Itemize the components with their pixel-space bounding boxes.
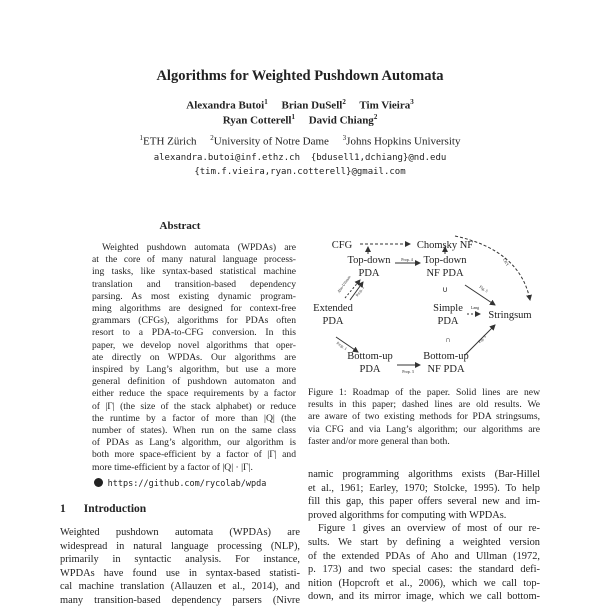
node-extended-pda: Extended [313,303,353,314]
text-line: p. 173) and two special cases: the standard defi- [308,564,540,576]
text-line: namic programming algorithms exists (Bar-Hillel [308,469,540,480]
text-line: either reduce the space requirements by a factor [92,388,296,400]
text-line: cal machine translation (Allauzen et al., 2014), and [60,581,300,593]
text-line: the runtime by a factor of more than |Q| (the [92,412,296,424]
text-line: resort to a PDA-to-CFG conversion. In this [92,327,296,339]
edge-label: Fig. 3 [476,333,488,345]
text-line: sults. We start by defining a weighted version [308,537,540,548]
section-title: Introduction [83,503,147,515]
affiliation: University of Notre Dame [213,135,329,148]
email-line: alexandra.butoi@inf.ethz.ch {bdusell1,dchiang}@nd.edu [153,153,447,163]
node-topdown-nf-pda: NF PDA [426,268,464,279]
text-line: nition (Hopcroft et al., 2006), which we call top- [308,577,540,589]
author-sup: 2 [373,113,378,121]
node-topdown-nf-pda: Top-down [423,255,467,266]
node-simple-pda: Simple [433,303,463,314]
node-stringsum: Stringsum [488,310,532,321]
text-line: Figure 1 gives an overview of most of our re- [318,523,540,535]
node-bottomup-nf-pda: Bottom-up [423,351,469,362]
author-sup: 3 [410,98,414,106]
edge-label: Prop. 1 [335,340,349,352]
email-line: {tim.f.vieira,ryan.cotterell}@gmail.com [194,167,406,177]
text-line: ing tasks, like syntax-based statistical machine [92,266,296,278]
author: Tim Vieira [359,99,411,112]
node-bottomup-pda: Bottom-up [347,351,393,362]
author: Ryan Cotterell [222,114,292,127]
author-sup: 1 [264,98,268,106]
author: Brian DuSell [281,99,343,112]
text-line: of the extended PDAs of Aho and Ullman (1972, [308,550,540,562]
text-line: number of states). When run on the same class [92,425,296,436]
github-url[interactable]: https://github.com/rycolab/wpda [107,479,267,489]
authors-line-2 [0,113,600,127]
text-line: translation and transition-based dependency [92,278,296,290]
text-line: inspired by Lang’s algorithm, but use a more [92,364,296,375]
text-line: faster and/or more general than both. [308,435,450,447]
author-sup: 1 [291,113,295,121]
affiliation: ETH Zürich [143,135,197,148]
edge-label: Lang [470,305,480,310]
text-line: results in this paper; dashed lines are old results. We [308,399,540,411]
node-simple-pda: PDA [437,316,459,327]
text-line: both more space-efficient by a factor of |Γ| and [92,449,296,461]
text-line: more time-efficient by a factor of |Q| · |Γ|. [92,461,253,473]
text-line: grammars (CFGs), algorithms for PDAs often [92,315,296,327]
node-cnf: Chomsky NF [416,240,474,251]
edge-label: Prop. 4 [401,257,413,262]
node-cfg: CFG [331,240,353,251]
aff-sup: 3 [342,134,347,142]
text-line: parsing. As most existing dynamic program- [92,290,296,302]
figure-roadmap [300,230,545,385]
text-line: Weighted pushdown automata (WPDAs) are [102,242,296,253]
author: David Chiang [308,114,374,127]
paper-title: Algorithms for Weighted Pushdown Automata [156,68,444,84]
affiliations [0,134,600,148]
text-line: of PDAs as Lang’s algorithm, our algorithm is [92,437,296,449]
text-line: fill this gap, this paper offers several new and im- [308,496,540,508]
node-topdown-pda: Top-down [347,255,391,266]
node-bottomup-pda: PDA [359,364,381,375]
abstract-heading: Abstract [159,220,201,232]
text-line: paper, we develop novel algorithms that oper- [92,339,296,351]
text-line: are aware of two existing methods for PDA stringsums, [308,411,540,423]
text-line: Figure 1: Roadmap of the paper. Solid lines are new [308,387,540,398]
svg-text:∩: ∩ [445,335,451,344]
text-line: down, and its mirror image, which we call bottom- [308,591,540,603]
github-link[interactable] [60,478,300,489]
node-bottomup-nf-pda: NF PDA [427,364,465,375]
text-line: ate directly on WPDAs. Our algorithms are [92,351,296,363]
author-sup: 2 [342,98,346,106]
text-line: of |Γ| (the size of the stack alphabet) or reduce [92,400,296,412]
text-line: widespread in natural language processing (NLP), [60,540,300,552]
text-line: proved algorithms for computing with WPDAs. [308,509,507,521]
text-line: at the core of many natural language process- [92,254,296,266]
node-topdown-pda: PDA [358,268,380,279]
text-line: WPDAs have found use in syntax-based statisti- [60,567,300,579]
text-line: et al., 1961; Earley, 1970; Stolcke, 1995). To help [308,482,540,494]
aff-sup: 1 [139,134,144,142]
text-line: primarily in syntactic analysis. For instance, [60,554,300,566]
edge-label: Fig. 5 [478,284,490,294]
affiliation: Johns Hopkins University [346,135,461,148]
text-line: via CFG and via Lang’s algorithm; our algorithms are [308,423,540,435]
text-line: many transition-based dependency parsers (Nivre [60,595,300,606]
github-icon [94,478,103,487]
edge-label: Prop. 3 [402,369,414,374]
edge-label: Aho-Ullman [335,274,352,294]
authors-line-1 [0,98,600,112]
svg-text:∪: ∪ [442,285,448,294]
edge-label: Prop. 2 [354,284,366,298]
section-heading [60,503,146,515]
section-number: 1 [60,503,66,515]
text-line: general definition of pushdown automaton and [92,376,296,388]
node-extended-pda: PDA [322,316,344,327]
aff-sup: 2 [210,134,214,142]
text-line: Weighted pushdown automata (WPDAs) are [60,527,300,538]
author: Alexandra Butoi [186,99,265,112]
edge-label: CKY [502,257,511,268]
text-line: ming algorithms are designed for context-free [92,303,296,314]
